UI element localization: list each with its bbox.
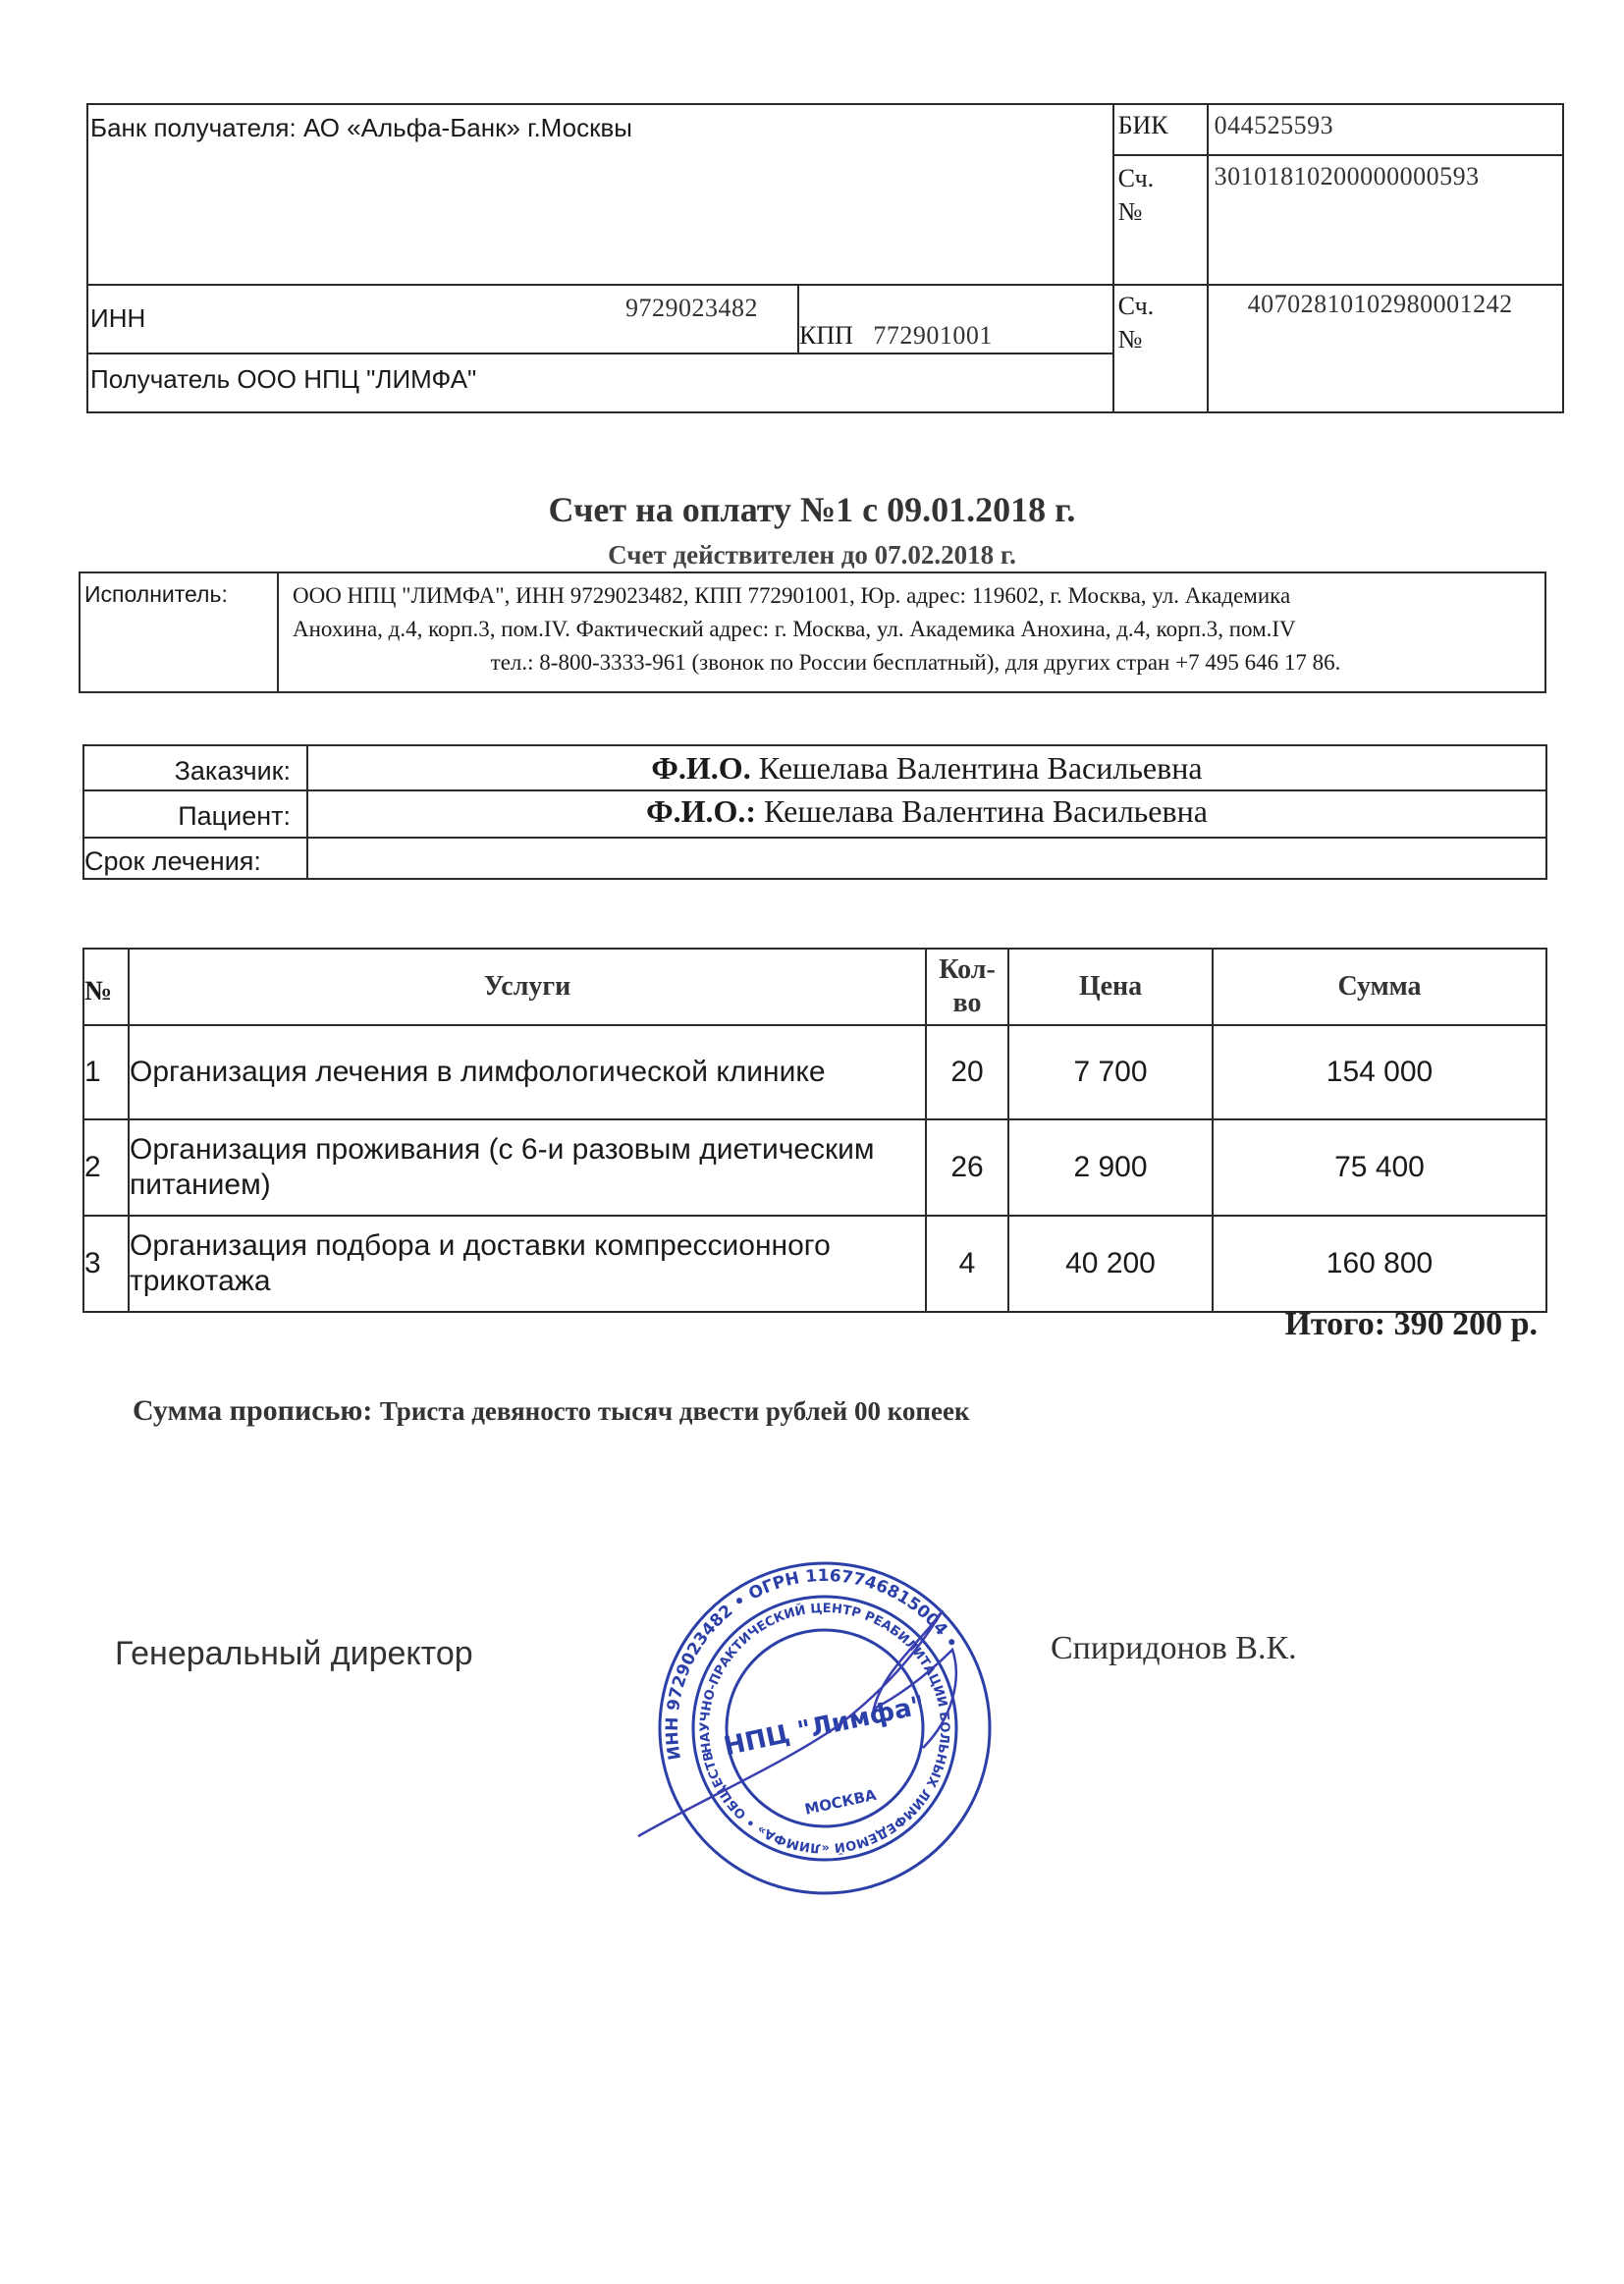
table-row xyxy=(83,1119,1546,1216)
executor-table xyxy=(79,571,1546,693)
header-qty-text: Кол-во xyxy=(939,954,996,1018)
services-header-row xyxy=(83,949,1546,1025)
executor-details-cell xyxy=(278,572,1545,692)
recipient-cell xyxy=(87,353,1113,412)
stamp-center-text: НПЦ "Лимфа" xyxy=(721,1690,928,1763)
header-qty xyxy=(926,949,1008,1025)
row-sum: 160 800 xyxy=(1213,1216,1546,1312)
header-price: Цена xyxy=(1008,949,1213,1025)
inn-cell xyxy=(87,285,798,353)
customer-table xyxy=(82,744,1547,880)
executor-label: Исполнитель: xyxy=(84,581,228,607)
recipient-bank-text: Банк получателя: АО «Альфа-Банк» г.Москвы xyxy=(90,113,632,142)
executor-line-3: тел.: 8-800-3333-961 (звонок по России бесплатный), для других стран +7 495 646 17 86. xyxy=(490,650,1341,675)
patient-name: Кешелава Валентина Васильевна xyxy=(764,793,1208,829)
header-sum: Сумма xyxy=(1213,949,1546,1025)
row-service: Организация проживания (с 6-и разовым диетическим питанием) xyxy=(129,1119,926,1216)
row-num: 2 xyxy=(83,1119,129,1216)
corr-account-label-cell xyxy=(1113,155,1208,285)
patient-label: Пациент: xyxy=(178,801,291,831)
customer-name: Кешелава Валентина Васильевна xyxy=(758,750,1203,786)
stamp-inn-ring-path: ИНН 9729023482 • ОГРН 1167746815004 • xyxy=(662,1565,962,1762)
corr-account-value: 30101810200000000593 xyxy=(1214,162,1480,190)
row-num: 3 xyxy=(83,1216,129,1312)
kpp-cell xyxy=(798,285,1113,353)
row-price: 2 900 xyxy=(1008,1119,1213,1216)
bik-value: 044525593 xyxy=(1214,111,1334,139)
account-label-cell xyxy=(1113,285,1208,412)
row-qty: 20 xyxy=(926,1025,1008,1119)
row-num: 1 xyxy=(83,1025,129,1119)
corr-account-label: Сч. № xyxy=(1117,164,1155,226)
row-price: 7 700 xyxy=(1008,1025,1213,1119)
patient-name-cell xyxy=(307,790,1546,838)
row-price: 40 200 xyxy=(1008,1216,1213,1312)
table-row xyxy=(83,1216,1546,1312)
amount-in-words-value: Триста девяносто тысяч двести рублей 00 копеек xyxy=(379,1396,970,1426)
account-label: Сч. № xyxy=(1117,292,1155,353)
customer-name-cell xyxy=(307,745,1546,790)
term-label-cell xyxy=(83,838,307,879)
stamp-city-text: МОСКВА xyxy=(802,1785,879,1819)
row-sum: 75 400 xyxy=(1213,1119,1546,1216)
table-row xyxy=(83,1025,1546,1119)
patient-label-cell xyxy=(83,790,307,838)
row-service: Организация подбора и доставки компрессионного трикотажа xyxy=(129,1216,926,1312)
services-table xyxy=(82,948,1547,1313)
header-services: Услуги xyxy=(129,949,926,1025)
invoice-title: Счет на оплату №1 с 09.01.2018 г. xyxy=(548,490,1076,529)
inn-value: 9729023482 xyxy=(625,294,758,322)
bik-label-cell xyxy=(1113,104,1208,155)
signer-position: Генеральный директор xyxy=(115,1635,473,1672)
customer-label: Заказчик: xyxy=(174,756,291,786)
row-qty: 4 xyxy=(926,1216,1008,1312)
signer-name: Спиридонов В.К. xyxy=(1051,1630,1297,1666)
total-amount: Итого: 390 200 р. xyxy=(1284,1306,1538,1342)
inn-label: ИНН xyxy=(90,303,146,333)
customer-label-cell xyxy=(83,745,307,790)
amount-in-words-label: Сумма прописью: xyxy=(133,1394,373,1427)
customer-fio-prefix: Ф.И.О. xyxy=(651,750,751,786)
bank-details-table xyxy=(86,103,1564,413)
term-value-cell xyxy=(307,838,1546,879)
term-label: Срок лечения: xyxy=(84,846,261,876)
row-sum: 154 000 xyxy=(1213,1025,1546,1119)
recipient-text: Получатель ООО НПЦ "ЛИМФА" xyxy=(90,364,477,394)
company-stamp xyxy=(628,1551,1021,1905)
kpp-value: 772901001 xyxy=(873,321,993,350)
executor-label-cell xyxy=(80,572,278,692)
account-value-cell xyxy=(1208,285,1563,412)
corr-account-value-cell xyxy=(1208,155,1563,285)
row-qty: 26 xyxy=(926,1119,1008,1216)
executor-line-2: Анохина, д.4, корп.3, пом.IV. Фактический адрес: г. Москва, ул. Академика Анохина, д.4, корп.3, пом.IV xyxy=(293,617,1296,641)
amount-in-words xyxy=(133,1394,970,1428)
bik-value-cell xyxy=(1208,104,1563,155)
row-service: Организация лечения в лимфологической клинике xyxy=(129,1025,926,1119)
header-num: № xyxy=(83,949,129,1025)
kpp-label: КПП xyxy=(799,321,853,350)
executor-line-1: ООО НПЦ "ЛИМФА", ИНН 9729023482, КПП 772901001, Юр. адрес: 119602, г. Москва, ул. Академика xyxy=(293,583,1291,608)
bik-label: БИК xyxy=(1117,111,1168,139)
stamp-ring-path: НАУЧНО-ПРАКТИЧЕСКИЙ ЦЕНТР РЕАБИЛИТАЦИИ БОЛЬНЫХ ЛИМФЕДЕМОЙ «ЛИМФА» • ОБЩЕСТВО xyxy=(697,1601,952,1856)
invoice-valid-until: Счет действителен до 07.02.2018 г. xyxy=(608,540,1016,570)
recipient-bank-cell xyxy=(87,104,1113,285)
account-value: 40702810102980001242 xyxy=(1247,290,1513,318)
patient-fio-prefix: Ф.И.О.: xyxy=(646,793,757,829)
